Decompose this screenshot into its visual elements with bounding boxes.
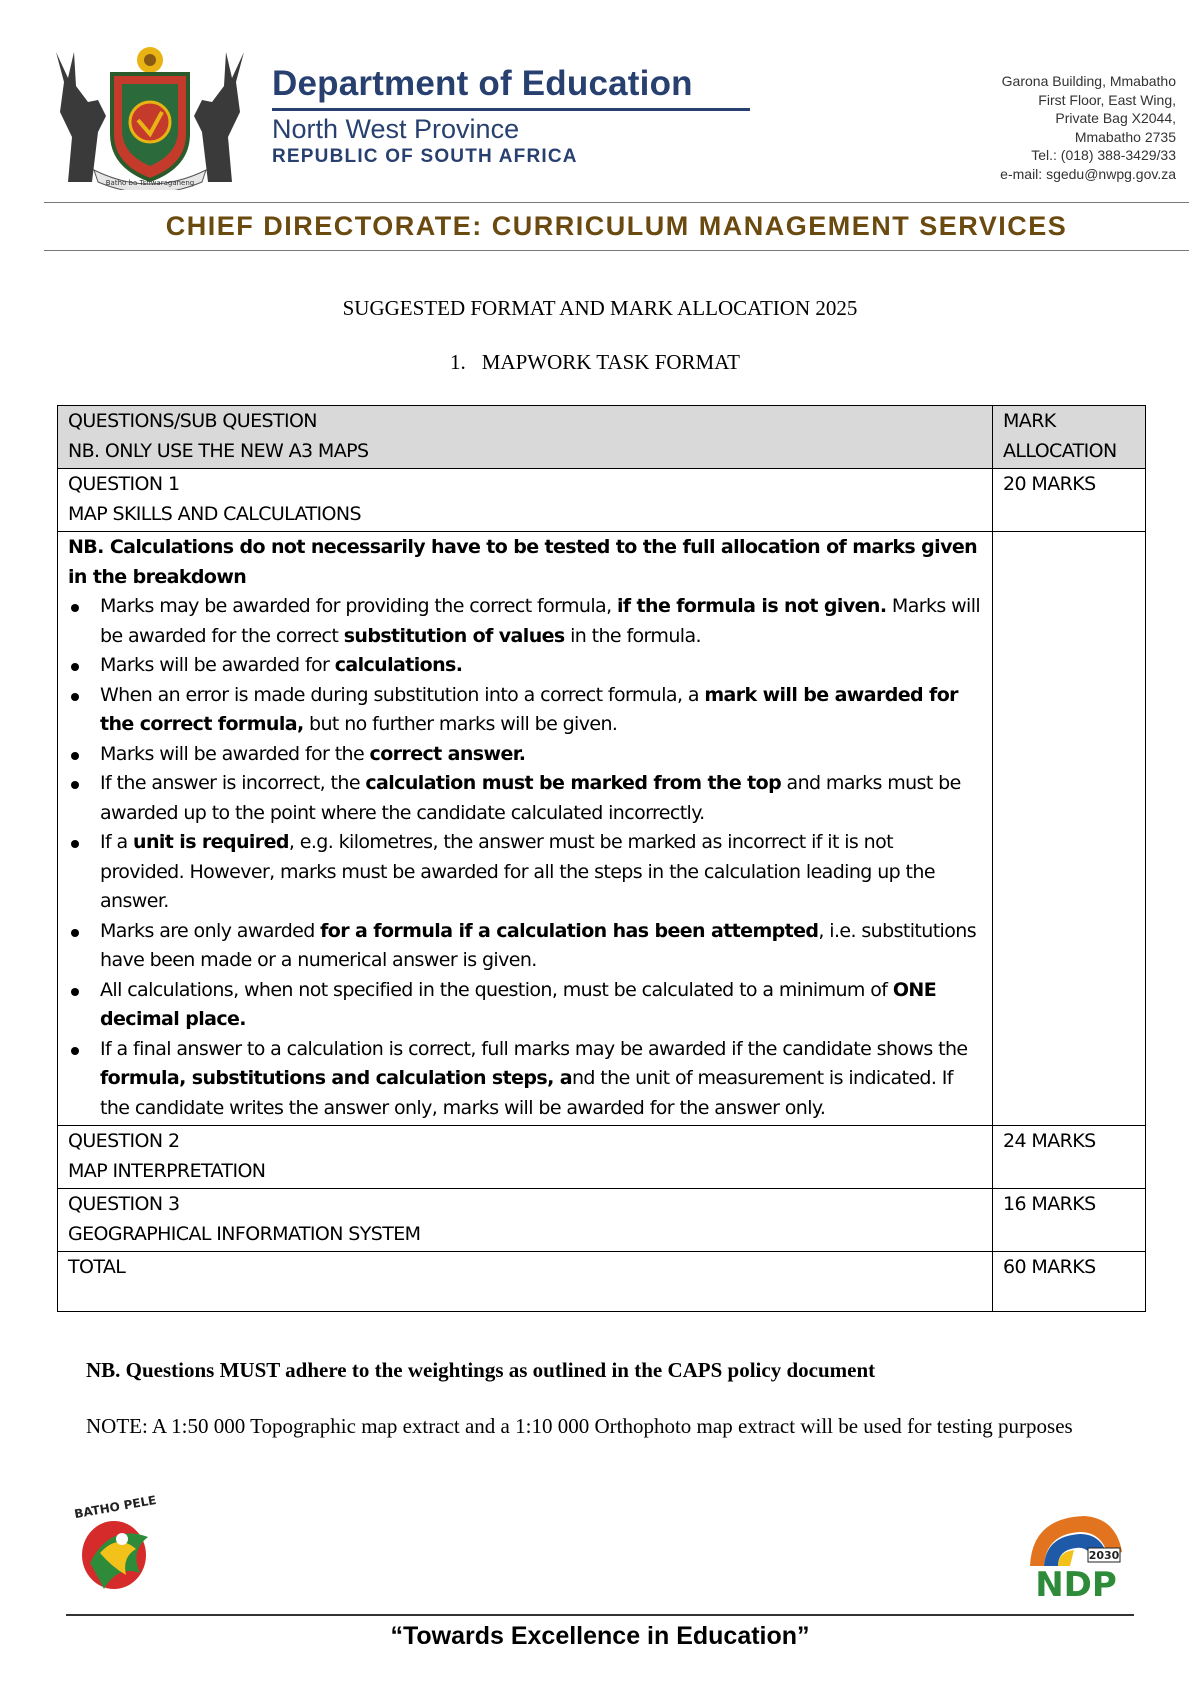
ndp-label: NDP (1035, 1565, 1117, 1602)
address-line: Private Bag X2044, (1055, 110, 1176, 126)
table-row (58, 1189, 1146, 1252)
marks-cell: 16 MARKS (993, 1189, 1146, 1252)
text-run: calculation must be marked from the top (365, 772, 782, 794)
text-run: substitution of values (343, 624, 565, 647)
text-run: Marks may be awarded for providing the correct formula, (100, 595, 617, 617)
text-run: in the formula. (564, 624, 701, 647)
marks-header-cell (993, 406, 1146, 469)
list-item (100, 1035, 982, 1124)
text-run: If the answer is incorrect, the (100, 772, 366, 794)
text-run: Marks are only awarded (100, 919, 321, 942)
document-title: SUGGESTED FORMAT AND MARK ALLOCATION 2025 (342, 296, 858, 320)
guidelines-list (68, 592, 982, 1123)
question-title: QUESTION 3 (68, 1193, 180, 1215)
question-title: QUESTION 1 (68, 473, 180, 495)
text-run: mark will be awarded for the correct formula, (100, 683, 958, 735)
text-run: correct answer. (369, 742, 526, 765)
marks-header-line: ALLOCATION (1003, 439, 1117, 462)
total-marks: 60 MARKS (993, 1252, 1146, 1312)
marks-header-line: MARK (1003, 410, 1056, 432)
list-item (100, 828, 982, 917)
text-run: If a final answer to a calculation is correct, full marks may be awarded if the candidate shows the (100, 1037, 968, 1060)
country-name: REPUBLIC OF SOUTH AFRICA (272, 146, 578, 167)
address-block (1000, 72, 1176, 183)
text-run: , i.e. substitutions have been made or a numerical answer is given. (100, 919, 977, 971)
text-run: ONE decimal place. (100, 978, 937, 1030)
directorate-banner: CHIEF DIRECTORATE: CURRICULUM MANAGEMENT SERVICES (165, 211, 1068, 241)
guidelines-cell (58, 532, 993, 1126)
header-divider-top (44, 202, 1189, 203)
text-run: , e.g. kilometres, the answer must be marked as incorrect if it is not provided. However, marks must be awarded for all the steps in the calculation leading up the answer. (100, 831, 935, 912)
questions-header-cell (58, 406, 993, 469)
marks-cell: 24 MARKS (993, 1126, 1146, 1189)
guidelines-intro: NB. Calculations do not necessarily have to be tested to the full allocation of marks given in the breakdown (68, 536, 978, 588)
text-run: but no further marks will be given. (303, 713, 618, 735)
total-row (58, 1252, 1146, 1312)
marks-cell-empty (993, 532, 1146, 1126)
coat-of-arms-logo (50, 42, 250, 190)
question-subtitle: MAP SKILLS AND CALCULATIONS (68, 502, 361, 525)
question-subtitle: MAP INTERPRETATION (68, 1159, 266, 1182)
question-cell (58, 1189, 993, 1252)
footer-motto: “Towards Excellence in Education” (390, 1622, 810, 1650)
section-title: MAPWORK TASK FORMAT (481, 350, 740, 374)
list-item (100, 917, 982, 976)
table-row (58, 532, 1146, 1126)
text-run: When an error is made during substitution into a correct formula, a (100, 683, 705, 706)
ndp-year: 2030 (1088, 1549, 1120, 1562)
department-title: Department of Education (272, 64, 693, 103)
text-run: if the formula is not given. (616, 595, 887, 617)
text-run: All calculations, when not specified in the question, must be calculated to a minimum of (100, 978, 893, 1001)
list-item (100, 769, 982, 828)
maps-note: NOTE: A 1:50 000 Topographic map extract and a 1:10 000 Orthophoto map extract will be used for testing purposes (86, 1414, 1073, 1438)
phone-line: Tel.: (018) 388-3429/33 (1031, 147, 1176, 163)
batho-pele-logo (70, 1493, 166, 1603)
list-item (100, 740, 982, 770)
crest-motto-text: Batho ba Tshwaraganeng (105, 179, 195, 187)
text-run: Marks will be awarded for (100, 654, 335, 676)
text-run: unit is required (133, 831, 289, 853)
table-row (58, 1126, 1146, 1189)
list-item (100, 651, 982, 681)
footer-divider (66, 1614, 1134, 1616)
text-run: Marks will be awarded for the correct (100, 595, 981, 647)
table-header-row (58, 406, 1146, 469)
address-line: Mmabatho 2735 (1074, 128, 1176, 145)
list-item (100, 976, 982, 1035)
section-heading (450, 350, 740, 375)
batho-pele-text: BATHO PELE (73, 1493, 158, 1522)
header-divider-bottom (44, 250, 1189, 251)
list-item (100, 681, 982, 740)
table-row (58, 469, 1146, 532)
questions-header: QUESTIONS/SUB QUESTION (68, 410, 317, 432)
text-run: nd the unit of measurement is indicated. If the candidate writes the answer only, marks will be awarded for the answer only. (100, 1067, 953, 1119)
ndp-2030-logo (1022, 1506, 1128, 1602)
weightings-note: NB. Questions MUST adhere to the weightings as outlined in the CAPS policy document (86, 1358, 876, 1382)
question-cell (58, 1126, 993, 1189)
text-run: for a formula if a calculation has been attempted (320, 919, 819, 942)
total-label: TOTAL (58, 1252, 993, 1312)
address-line: Garona Building, Mmabatho (1001, 73, 1176, 89)
mark-allocation-table (57, 405, 1146, 1312)
marks-cell: 20 MARKS (993, 469, 1146, 532)
list-item (100, 592, 982, 651)
text-run: If a (100, 831, 134, 853)
address-line: First Floor, East Wing, (1038, 91, 1176, 108)
email-line: e-mail: sgedu@nwpg.gov.za (1000, 165, 1176, 182)
text-run: Marks will be awarded for the (100, 742, 370, 765)
department-underline (272, 108, 750, 111)
text-run: and marks must be awarded up to the point where the candidate calculated incorrectly. (100, 772, 961, 824)
section-number: 1. (450, 350, 466, 374)
question-cell (58, 469, 993, 532)
question-title: QUESTION 2 (68, 1130, 180, 1152)
question-subtitle: GEOGRAPHICAL INFORMATION SYSTEM (68, 1222, 421, 1245)
a3-maps-note: NB. ONLY USE THE NEW A3 MAPS (68, 439, 369, 462)
text-run: calculations. (334, 654, 463, 676)
province-name: North West Province (272, 114, 520, 144)
text-run: formula, substitutions and calculation steps, a (100, 1067, 572, 1089)
